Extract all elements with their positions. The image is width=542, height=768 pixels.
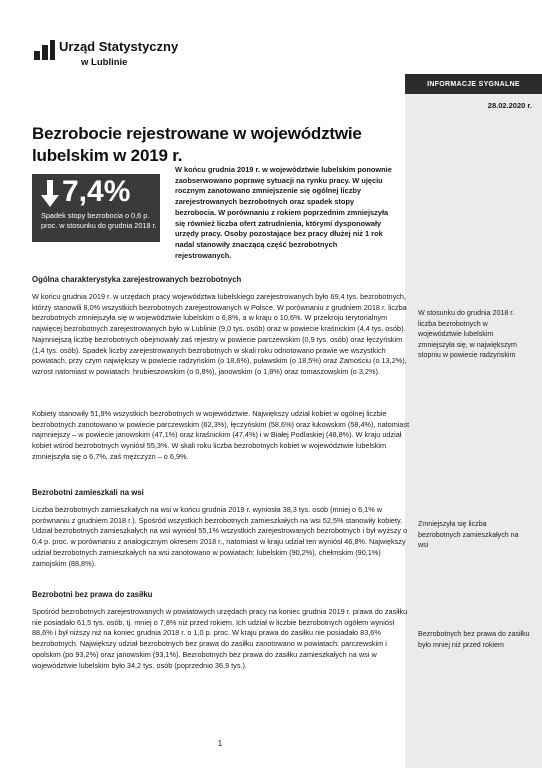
logo-mark-icon [32, 38, 56, 62]
sidebar-note-rural: Zmniejszyła się liczba bezrobotnych zamieszkałych na wsi [418, 520, 519, 549]
lead-paragraph: W końcu grudnia 2019 r. w województwie lubelskim ponownie zaobserwowano poprawę sytuacji na rynku pracy. W ujęciu rocznym zanotowano zmniejszenie się ogólnej liczby zarejestrowanych bezrobotnych oraz spadek stopy bezrobocia. W porównaniu z rokiem poprzednim zmniejszyła się również liczba ofert zatrudnienia, którymi dysponowały urzędy pracy. Osoby pozostające bez pracy dłużej niż 1 rok nadal stanowiły znaczącą część bezrobotnych rejestrowanych. [175, 165, 392, 260]
highlight-caption: Spadek stopy bezrobocia o 0,6 p. proc. w stosunku do grudnia 2018 r. [41, 211, 157, 230]
sidebar-note-no-benefit: Bezrobotnych bez prawa do zasiłku było mniej niż przed rokiem [418, 630, 530, 649]
logo-title: Urząd Statystyczny [59, 39, 179, 54]
sidebar-note-unemployment-decrease: W stosunku do grudnia 2018 r. liczba bezrobotnych w województwie lubelskim zmniejszyła się, w największym stopniu w powiecie radzyńskim [418, 309, 517, 359]
sidebar-panel [405, 90, 542, 768]
highlight-value: 7,4% [62, 175, 131, 208]
section-general-paragraph-1: W końcu grudnia 2019 r. w urzędach pracy województwa lubelskiego zarejestrowanych było 69,4 tys. bezrobotnych, którzy stanowili 8,0% wszystkich bezrobotnych zarejestrowanych w Polsce. W porównaniu z grudniem 2018 r. liczba bezrobotnych zmniejszyła się w województwie lubelskim o 6,8%, a w kraju o 10,6%. W przekroju terytorialnym najwięcej bezrobotnych zarejestrowanych było w Lublinie (9,0 tys. osób) oraz w powiecie kraśnickim (4,4 tys. osób). Najmniejszą liczbę bezrobotnych obejmowały zaś rejestry w powiecie parczewskim (0,9 tys. osób) oraz łęczyńskim (1,4 tys. osób). Spadek liczby zarejestrowanych bezrobotnych w skali roku odnotowano prawie we wszystkich powiatach, przy czym największy w powiecie radzyńskim (o 18,6%), puławskim (o 18,5%) oraz Zamościu (o 13,2%), wzrost natomiast w powiatach: hrubieszowskim (o 0,8%), janowskim (o 1,8%) oraz tomaszowskim (o 3,2%). [32, 292, 407, 376]
section-heading-rural: Bezrobotni zamieszkali na wsi [32, 488, 144, 497]
highlight-stat-box [32, 174, 160, 242]
arrow-down-icon [40, 178, 60, 208]
page-number: 1 [217, 739, 223, 748]
section-no-benefit-paragraph: Spośród bezrobotnych zarejestrowanych w powiatowych urzędach pracy na koniec grudnia 2019 r. prawa do zasiłku nie posiadało 61,5 tys. osób, tj. mniej o 7,8% niż przed rokiem. Ich udział w liczbie bezrobotnych ogółem wyniósł 88,6% i był niższy niż na koniec grudnia 2018 r. o 1,0 p. proc. W kraju prawa do zasiłku nie posiadało 83,6% bezrobotnych. Największy udział bezrobotnych bez prawa do zasiłku zanotowano w powiatach: parczewskim i opolskim (po 93,2%) oraz janowskim (93,1%). Bezrobotnych bez prawa do zasiłku zamieszkałych na wsi w województwie lubelskim było 34,2 tys. osób (poprzednio 36,9 tys.). [32, 607, 408, 670]
logo [32, 32, 179, 72]
section-rural-paragraph: Liczba bezrobotnych zamieszkałych na wsi w końcu grudnia 2019 r. wyniosła 38,3 tys. osób (mniej o 6,1% w porównaniu z grudniem 2018 r.). Spośród wszystkich bezrobotnych zamieszkałych na wsi 52,5% stanowiły kobiety. Udział bezrobotnych zamieszkałych na wsi wyniósł 55,1% wszystkich zarejestrowanych bezrobotnych i był wyższy o 0,4 p. proc. w porównaniu z analogicznym okresem 2018 r., natomiast w kraju udział ten wyniósł 46,8%. Największy udział bezrobotnych zamieszkałych na wsi zanotowano w powiatach: lubelskim (90,2%), chełmskim (90,1%) zamojskim (88,8%). [32, 505, 408, 568]
document-type-badge: INFORMACJE SYGNALNE [405, 74, 542, 94]
section-heading-no-benefit: Bezrobotni bez prawa do zasiłku [32, 590, 153, 599]
page-title: Bezrobocie rejestrowane w województwie lubelskim w 2019 r. [32, 124, 362, 165]
section-heading-general: Ogólna charakterystyka zarejestrowanych bezrobotnych [32, 275, 242, 284]
publication-date: 28.02.2020 r. [487, 101, 532, 110]
section-general-paragraph-2: Kobiety stanowiły 51,9% wszystkich bezrobotnych w województwie. Największy udział kobiet w ogólnej liczbie bezrobotnych zanotowano w powiecie parczewskim (62,3%), łęczyńskim (58,6%) oraz łukowskim (58,4%), natomiast najmniejszy – w powiecie janowskim (47,1%) oraz kraśnickim (47,4%) i w Białej Podlaskiej (48,8%). W kraju udział kobiet wśród bezrobotnych wyniósł 55,3%. W skali roku liczba bezrobotnych kobiet w województwie lubelskim zmniejszyła się o 6,7%, zaś mężczyzn – o 6,9%. [32, 409, 410, 461]
logo-subtitle: w Lublinie [81, 57, 128, 68]
